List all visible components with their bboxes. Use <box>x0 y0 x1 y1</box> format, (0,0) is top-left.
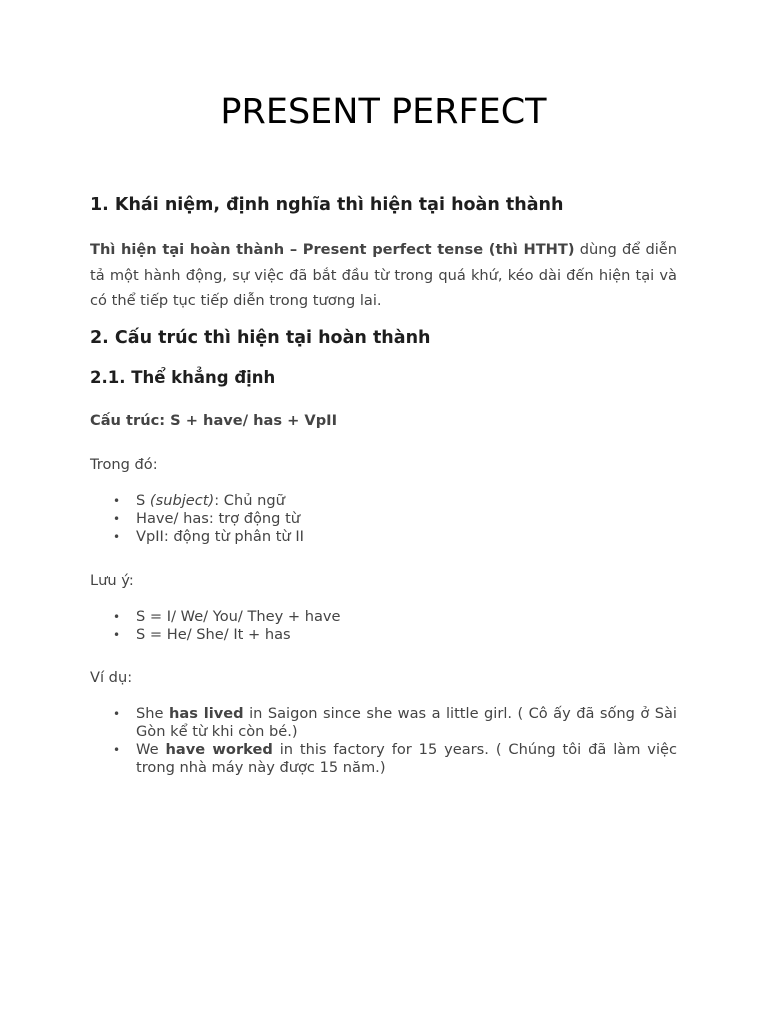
note-label: Lưu ý: <box>90 572 134 589</box>
list-item-text: : Chủ ngữ <box>214 492 285 509</box>
example-list <box>90 705 677 777</box>
where-list <box>90 492 677 546</box>
list-item-text: in this factory for 15 years. ( Chúng tôi đã làm việc trong nhà máy này được 15 năm.) <box>136 741 677 776</box>
section-1-heading: 1. Khái niệm, định nghĩa thì hiện tại hoàn thành <box>90 195 564 215</box>
list-item: • Have/ has: trợ động từ <box>136 510 677 528</box>
list-item-text: S <box>136 492 150 509</box>
list-item: • S = He/ She/ It + has <box>136 626 677 644</box>
document-title: PRESENT PERFECT <box>220 92 547 132</box>
list-item-text: She <box>136 705 169 722</box>
definition-text: dùng để diễn tả một hành động, sự việc đã bắt đầu từ trong quá khứ, kéo dài đến hiện tại và có thể tiếp tục tiếp diễn trong tương lai. <box>90 241 678 309</box>
list-item <box>136 741 677 777</box>
note-list <box>90 608 677 644</box>
list-item-bold: have worked <box>165 741 273 758</box>
section-2-1-heading: 2.1. Thể khẳng định <box>90 368 276 387</box>
list-item-text: in Saigon since she was a little girl. ( Cô ấy đã sống ở Sài Gòn kể từ khi còn bé.) <box>136 705 677 740</box>
list-item-text: We <box>136 741 166 758</box>
list-item <box>136 705 677 741</box>
structure-formula: Cấu trúc: S + have/ has + VpII <box>90 412 338 429</box>
definition-paragraph <box>90 237 677 314</box>
example-label: Ví dụ: <box>90 669 133 686</box>
definition-bold-term: Thì hiện tại hoàn thành – Present perfect tense (thì HTHT) <box>90 241 575 258</box>
list-item: • S = I/ We/ You/ They + have <box>136 608 677 626</box>
list-item-bold: has lived <box>168 705 244 722</box>
section-2-heading: 2. Cấu trúc thì hiện tại hoàn thành <box>90 328 431 348</box>
where-label: Trong đó: <box>90 456 158 473</box>
list-item: • VpII: động từ phân từ II <box>136 528 677 546</box>
list-item <box>136 492 677 510</box>
list-item-italic: (subject) <box>149 492 215 509</box>
